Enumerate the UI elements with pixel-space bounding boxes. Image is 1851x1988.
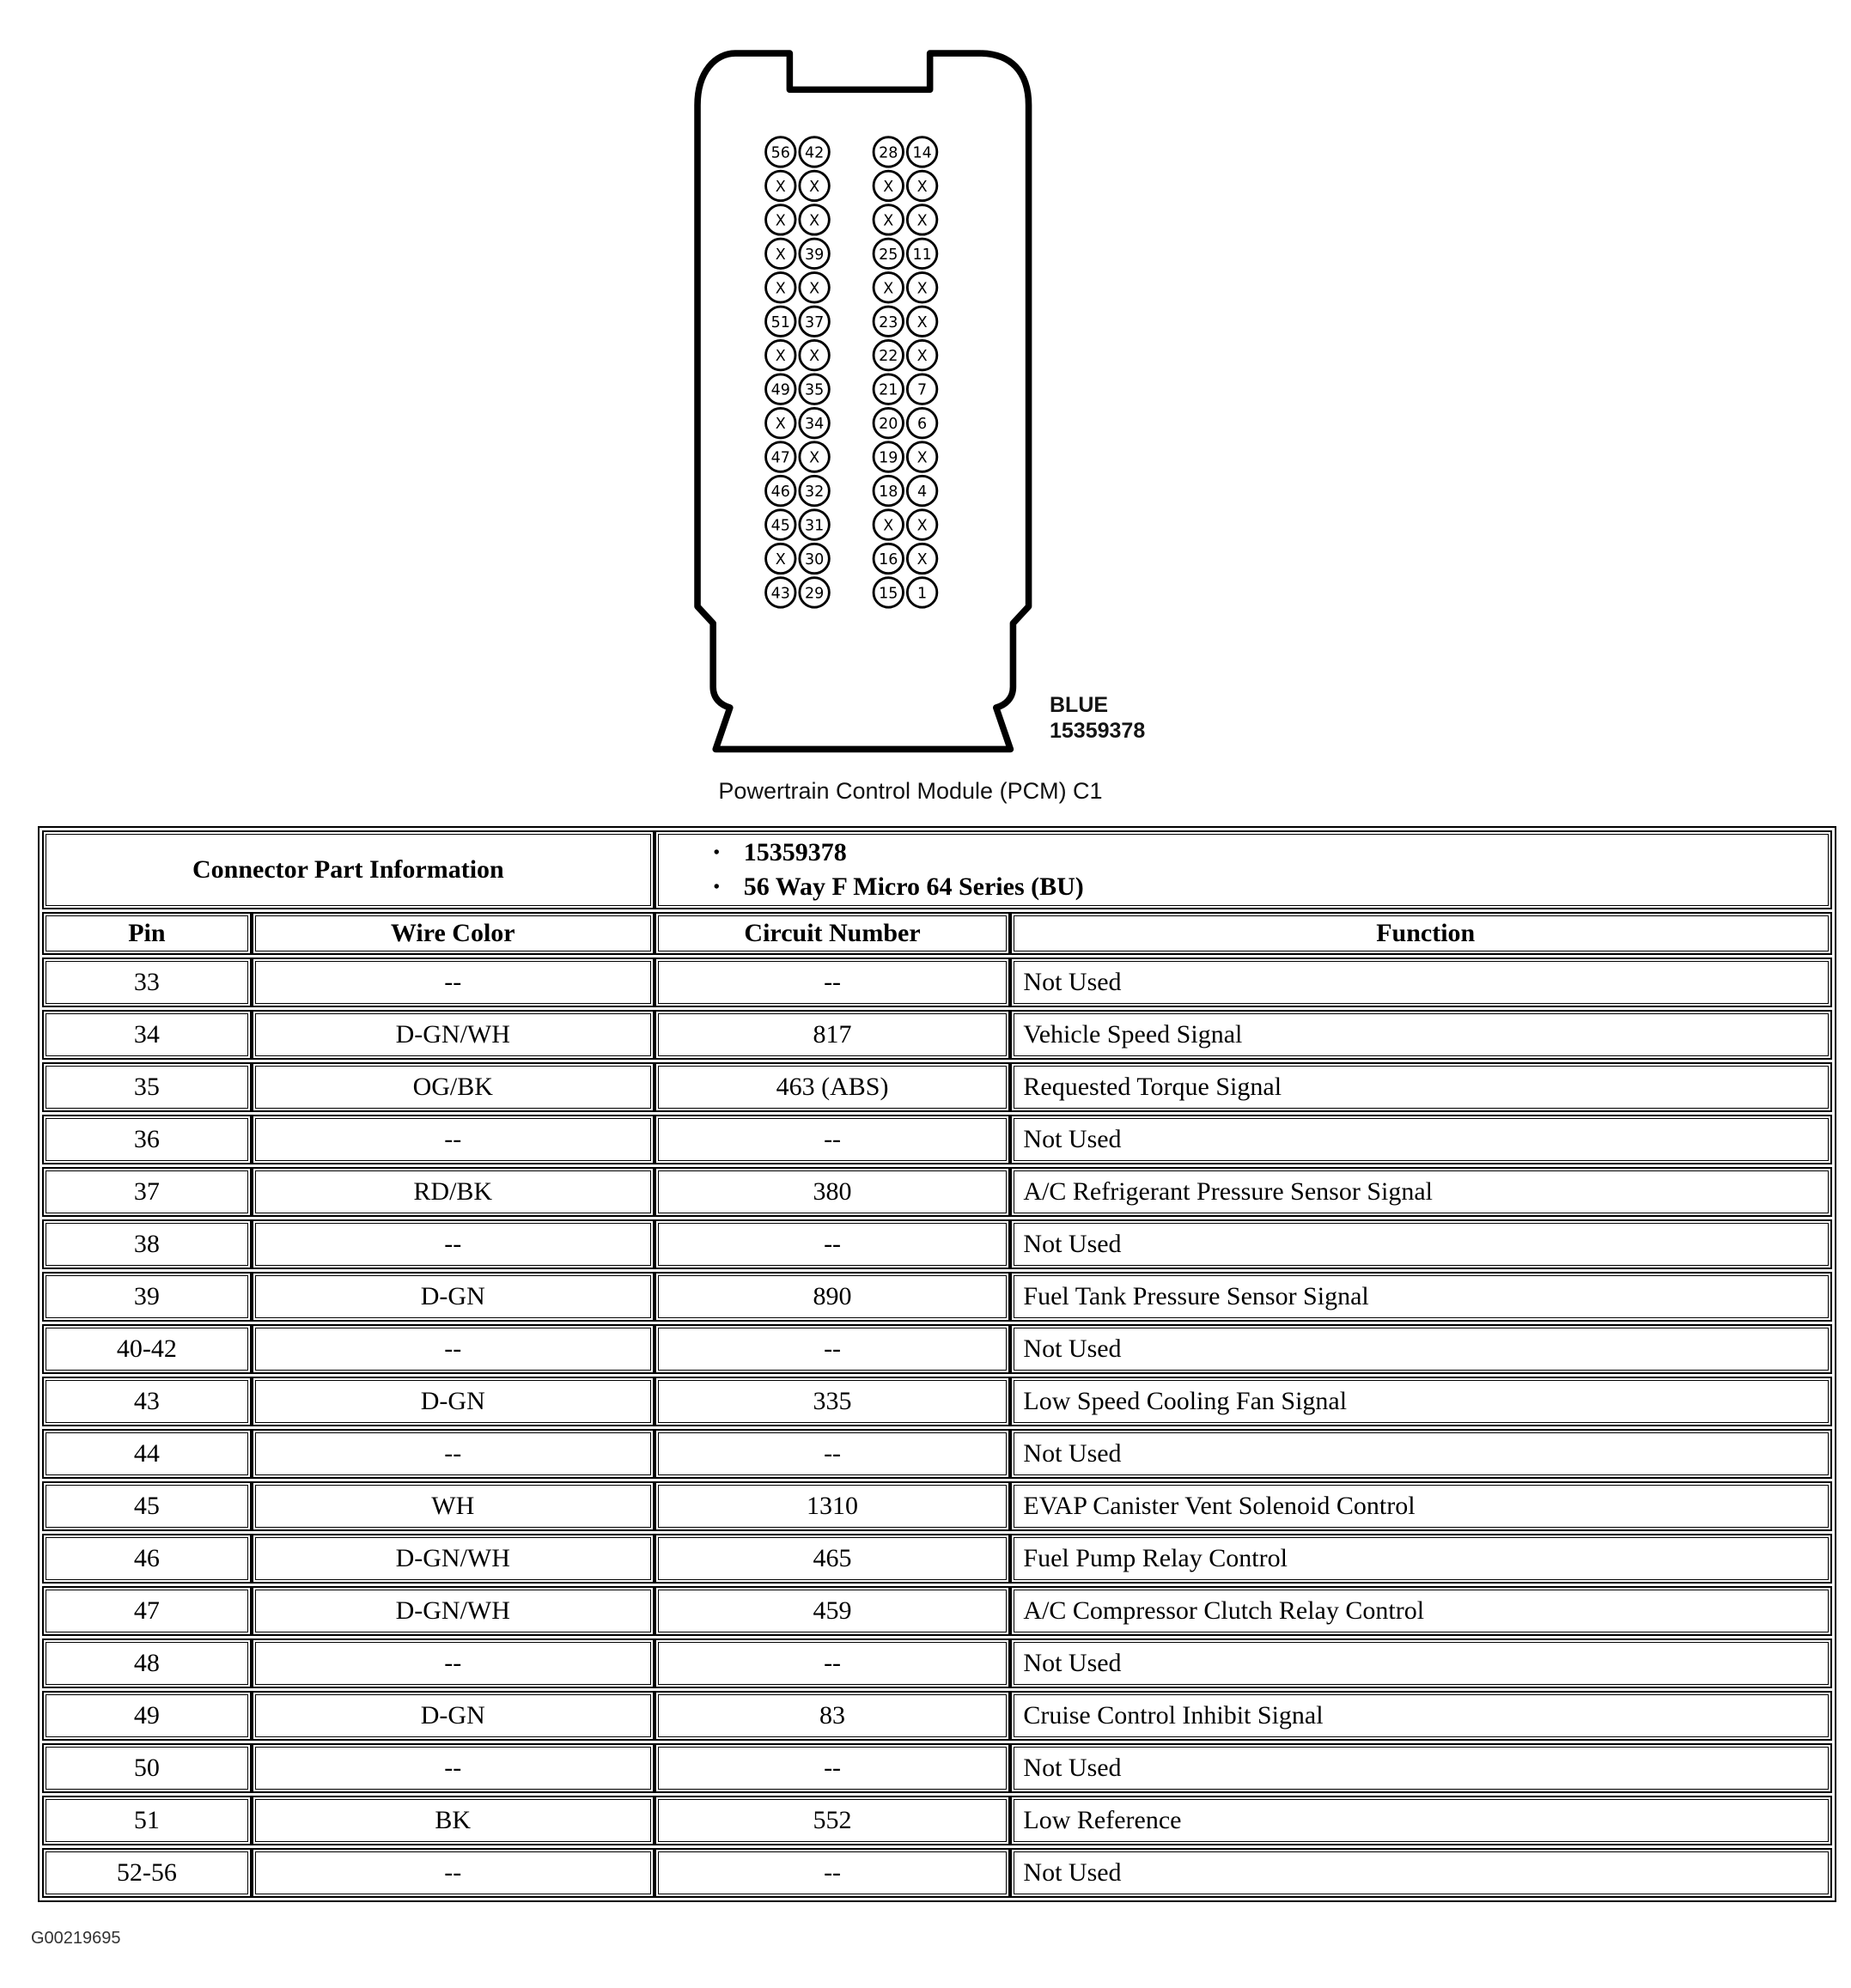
pin [874, 137, 903, 167]
connector-id-label [1050, 692, 1145, 744]
table-row [42, 1586, 1832, 1636]
pin [800, 510, 829, 539]
pin-cell: 39 [46, 1275, 248, 1318]
svg-text:X: X [916, 550, 928, 568]
wire-color-cell: -- [255, 1642, 651, 1685]
table-row [42, 1796, 1832, 1845]
pin [766, 171, 795, 200]
pin [766, 273, 795, 302]
connector-pin-table [38, 826, 1836, 1902]
svg-text:X: X [916, 212, 928, 230]
connector-color: BLUE [1050, 693, 1109, 717]
svg-text:X: X [916, 313, 928, 331]
function-cell: EVAP Canister Vent Solenoid Control [1014, 1485, 1829, 1528]
svg-text:X: X [883, 178, 894, 196]
pin [766, 374, 795, 404]
circuit-number-cell: -- [658, 1851, 1008, 1894]
wire-color-cell: -- [255, 1223, 651, 1266]
pin [907, 239, 936, 268]
svg-text:X: X [775, 348, 786, 366]
part-number-text: 15359378 [743, 838, 847, 866]
wire-color-cell: OG/BK [255, 1066, 651, 1109]
svg-text:X: X [775, 280, 786, 298]
pin [800, 307, 829, 336]
pin-cell: 36 [46, 1118, 248, 1161]
svg-text:X: X [809, 449, 820, 467]
circuit-number-cell: -- [658, 1328, 1008, 1371]
circuit-number-cell: -- [658, 1118, 1008, 1161]
pin [907, 408, 936, 437]
svg-text:X: X [916, 280, 928, 298]
table-row [42, 1062, 1832, 1112]
svg-text:19: 19 [879, 449, 898, 467]
wire-color-cell: D-GN/WH [255, 1013, 651, 1056]
table-row [42, 1219, 1832, 1269]
pin [800, 544, 829, 573]
bullet-icon: • [713, 878, 720, 897]
pin [766, 476, 795, 505]
pin-cell: 46 [46, 1537, 248, 1580]
svg-text:30: 30 [804, 550, 825, 568]
pin [907, 476, 936, 505]
svg-text:X: X [809, 212, 820, 230]
pin [907, 340, 936, 369]
pin [907, 205, 936, 234]
circuit-number-cell: 83 [658, 1694, 1008, 1737]
wire-color-cell: -- [255, 1328, 651, 1371]
svg-text:X: X [809, 280, 820, 298]
circuit-number-cell: 465 [658, 1537, 1008, 1580]
pin [766, 340, 795, 369]
figure-code: G00219695 [31, 1929, 121, 1948]
pin [874, 171, 903, 200]
pin [874, 442, 903, 471]
pin [800, 239, 829, 268]
svg-text:6: 6 [917, 416, 928, 434]
table-row [42, 1534, 1832, 1584]
wire-color-cell: -- [255, 1432, 651, 1475]
column-header-row [42, 912, 1832, 955]
pin [800, 171, 829, 200]
table-row [42, 1272, 1832, 1322]
pin [766, 442, 795, 471]
svg-text:7: 7 [917, 381, 928, 399]
connector-outline [697, 53, 1029, 749]
svg-text:42: 42 [804, 144, 825, 162]
svg-text:X: X [916, 178, 928, 196]
diagram-caption: Powertrain Control Module (PCM) C1 [718, 778, 1103, 804]
pin [800, 442, 829, 471]
svg-text:49: 49 [770, 381, 790, 399]
svg-text:18: 18 [879, 483, 898, 502]
wire-color-cell: D-GN [255, 1694, 651, 1737]
svg-text:14: 14 [912, 144, 932, 162]
circuit-number-cell: 380 [658, 1170, 1008, 1213]
function-cell: Not Used [1014, 961, 1829, 1004]
svg-text:X: X [883, 212, 894, 230]
pin-cell: 44 [46, 1432, 248, 1475]
function-cell: Requested Torque Signal [1014, 1066, 1829, 1109]
function-cell: A/C Compressor Clutch Relay Control [1014, 1590, 1829, 1632]
wire-color-cell: -- [255, 1851, 651, 1894]
pin [766, 578, 795, 607]
pin-cell: 35 [46, 1066, 248, 1109]
pin [800, 205, 829, 234]
col-header-wire-color: Wire Color [255, 915, 651, 951]
pin [907, 578, 936, 607]
pin [874, 307, 903, 336]
svg-text:X: X [809, 178, 820, 196]
svg-text:45: 45 [770, 517, 790, 535]
connector-svg [675, 48, 1039, 756]
pin [874, 273, 903, 302]
pin [907, 544, 936, 573]
pin [766, 544, 795, 573]
connector-series-text: 56 Way F Micro 64 Series (BU) [743, 872, 1084, 901]
svg-text:X: X [775, 212, 786, 230]
pin-cell: 47 [46, 1590, 248, 1632]
pin [874, 239, 903, 268]
function-cell: Not Used [1014, 1118, 1829, 1161]
circuit-number-cell: 335 [658, 1380, 1008, 1423]
table-row [42, 958, 1832, 1007]
pin [874, 510, 903, 539]
wire-color-cell: -- [255, 1118, 651, 1161]
svg-text:39: 39 [804, 246, 825, 264]
pin [874, 578, 903, 607]
pin [800, 137, 829, 167]
pin-cell: 43 [46, 1380, 248, 1423]
svg-text:X: X [775, 416, 786, 434]
pin [800, 578, 829, 607]
svg-text:X: X [916, 517, 928, 535]
function-cell: Low Reference [1014, 1799, 1829, 1842]
pin [874, 374, 903, 404]
function-cell: Not Used [1014, 1642, 1829, 1685]
svg-text:X: X [775, 178, 786, 196]
svg-text:15: 15 [879, 585, 898, 603]
svg-text:46: 46 [770, 483, 790, 502]
part-info-item [714, 872, 1084, 902]
part-info-title-cell [42, 830, 655, 909]
pin [800, 340, 829, 369]
wire-color-cell: RD/BK [255, 1170, 651, 1213]
svg-text:31: 31 [804, 517, 825, 535]
wire-color-cell: D-GN/WH [255, 1537, 651, 1580]
col-header-function: Function [1014, 915, 1829, 951]
pin-cell: 52-56 [46, 1851, 248, 1894]
pin [907, 307, 936, 336]
wire-color-cell: D-GN/WH [255, 1590, 651, 1632]
wire-color-cell: WH [255, 1485, 651, 1528]
circuit-number-cell: -- [658, 1642, 1008, 1685]
wire-color-cell: D-GN [255, 1275, 651, 1318]
part-info-details-cell [655, 830, 1832, 909]
col-header-circuit-number: Circuit Number [658, 915, 1008, 951]
svg-text:35: 35 [804, 381, 825, 399]
pin [907, 171, 936, 200]
table-row [42, 1324, 1832, 1374]
table-row [42, 1691, 1832, 1741]
pin-cell: 45 [46, 1485, 248, 1528]
table-row [42, 1010, 1832, 1060]
function-cell: Fuel Tank Pressure Sensor Signal [1014, 1275, 1829, 1318]
wire-color-cell: BK [255, 1799, 651, 1842]
connector-part-number: 15359378 [1050, 719, 1146, 743]
table-row [42, 1377, 1832, 1426]
table-row [42, 1848, 1832, 1898]
function-cell: Not Used [1014, 1328, 1829, 1371]
svg-text:47: 47 [770, 449, 790, 467]
pin-cell: 34 [46, 1013, 248, 1056]
svg-text:51: 51 [770, 313, 790, 331]
pin [766, 239, 795, 268]
svg-text:37: 37 [804, 313, 825, 331]
function-cell: A/C Refrigerant Pressure Sensor Signal [1014, 1170, 1829, 1213]
pin [874, 205, 903, 234]
part-info-row [42, 830, 1832, 909]
svg-text:X: X [775, 246, 786, 264]
svg-text:1: 1 [917, 585, 928, 603]
pin [874, 340, 903, 369]
pin [907, 442, 936, 471]
circuit-number-cell: -- [658, 961, 1008, 1004]
svg-text:21: 21 [879, 381, 898, 399]
pin [874, 544, 903, 573]
pin [874, 476, 903, 505]
svg-text:X: X [809, 348, 820, 366]
pin-cell: 49 [46, 1694, 248, 1737]
circuit-number-cell: 459 [658, 1590, 1008, 1632]
pin-cell: 38 [46, 1223, 248, 1266]
svg-text:X: X [883, 517, 894, 535]
svg-text:43: 43 [770, 585, 790, 603]
function-cell: Vehicle Speed Signal [1014, 1013, 1829, 1056]
pin [907, 273, 936, 302]
pin-cell: 51 [46, 1799, 248, 1842]
svg-text:X: X [916, 348, 928, 366]
svg-text:X: X [916, 449, 928, 467]
svg-text:X: X [775, 550, 786, 568]
table-row [42, 1638, 1832, 1688]
circuit-number-cell: -- [658, 1223, 1008, 1266]
function-cell: Low Speed Cooling Fan Signal [1014, 1380, 1829, 1423]
svg-text:32: 32 [804, 483, 825, 502]
pin [766, 137, 795, 167]
svg-text:25: 25 [879, 246, 898, 264]
pin [907, 374, 936, 404]
part-info-details [658, 834, 1829, 906]
pin [766, 510, 795, 539]
pin [800, 374, 829, 404]
pin [766, 307, 795, 336]
circuit-number-cell: -- [658, 1432, 1008, 1475]
bullet-icon: • [713, 843, 720, 862]
svg-text:20: 20 [879, 416, 898, 434]
pin [766, 205, 795, 234]
wire-color-cell: -- [255, 961, 651, 1004]
pin [874, 408, 903, 437]
svg-text:22: 22 [879, 348, 898, 366]
function-cell: Not Used [1014, 1223, 1829, 1266]
circuit-number-cell: 1310 [658, 1485, 1008, 1528]
svg-text:29: 29 [804, 585, 825, 603]
function-cell: Fuel Pump Relay Control [1014, 1537, 1829, 1580]
svg-text:X: X [883, 280, 894, 298]
svg-text:28: 28 [879, 144, 898, 162]
part-info-item [714, 838, 847, 867]
table-row [42, 1115, 1832, 1164]
circuit-number-cell: 463 (ABS) [658, 1066, 1008, 1109]
svg-text:56: 56 [770, 144, 790, 162]
svg-text:4: 4 [917, 483, 928, 502]
pin-cell: 48 [46, 1642, 248, 1685]
pin [800, 408, 829, 437]
svg-text:16: 16 [879, 550, 898, 568]
circuit-number-cell: 552 [658, 1799, 1008, 1842]
pin-cell: 50 [46, 1747, 248, 1790]
col-header-pin: Pin [46, 915, 248, 951]
function-cell: Cruise Control Inhibit Signal [1014, 1694, 1829, 1737]
circuit-number-cell: -- [658, 1747, 1008, 1790]
part-info-title: Connector Part Information [46, 834, 651, 906]
pin [907, 137, 936, 167]
function-cell: Not Used [1014, 1747, 1829, 1790]
function-cell: Not Used [1014, 1851, 1829, 1894]
pin [800, 273, 829, 302]
table-row [42, 1481, 1832, 1531]
wire-color-cell: D-GN [255, 1380, 651, 1423]
pin [766, 408, 795, 437]
pin [907, 510, 936, 539]
table-row [42, 1167, 1832, 1217]
wire-color-cell: -- [255, 1747, 651, 1790]
svg-text:34: 34 [804, 416, 825, 434]
circuit-number-cell: 890 [658, 1275, 1008, 1318]
pin [800, 476, 829, 505]
svg-text:23: 23 [879, 313, 898, 331]
pin-cell: 37 [46, 1170, 248, 1213]
svg-text:11: 11 [912, 246, 932, 264]
pin-cell: 33 [46, 961, 248, 1004]
table-row [42, 1429, 1832, 1479]
circuit-number-cell: 817 [658, 1013, 1008, 1056]
table-row [42, 1743, 1832, 1793]
pin-cell: 40-42 [46, 1328, 248, 1371]
function-cell: Not Used [1014, 1432, 1829, 1475]
